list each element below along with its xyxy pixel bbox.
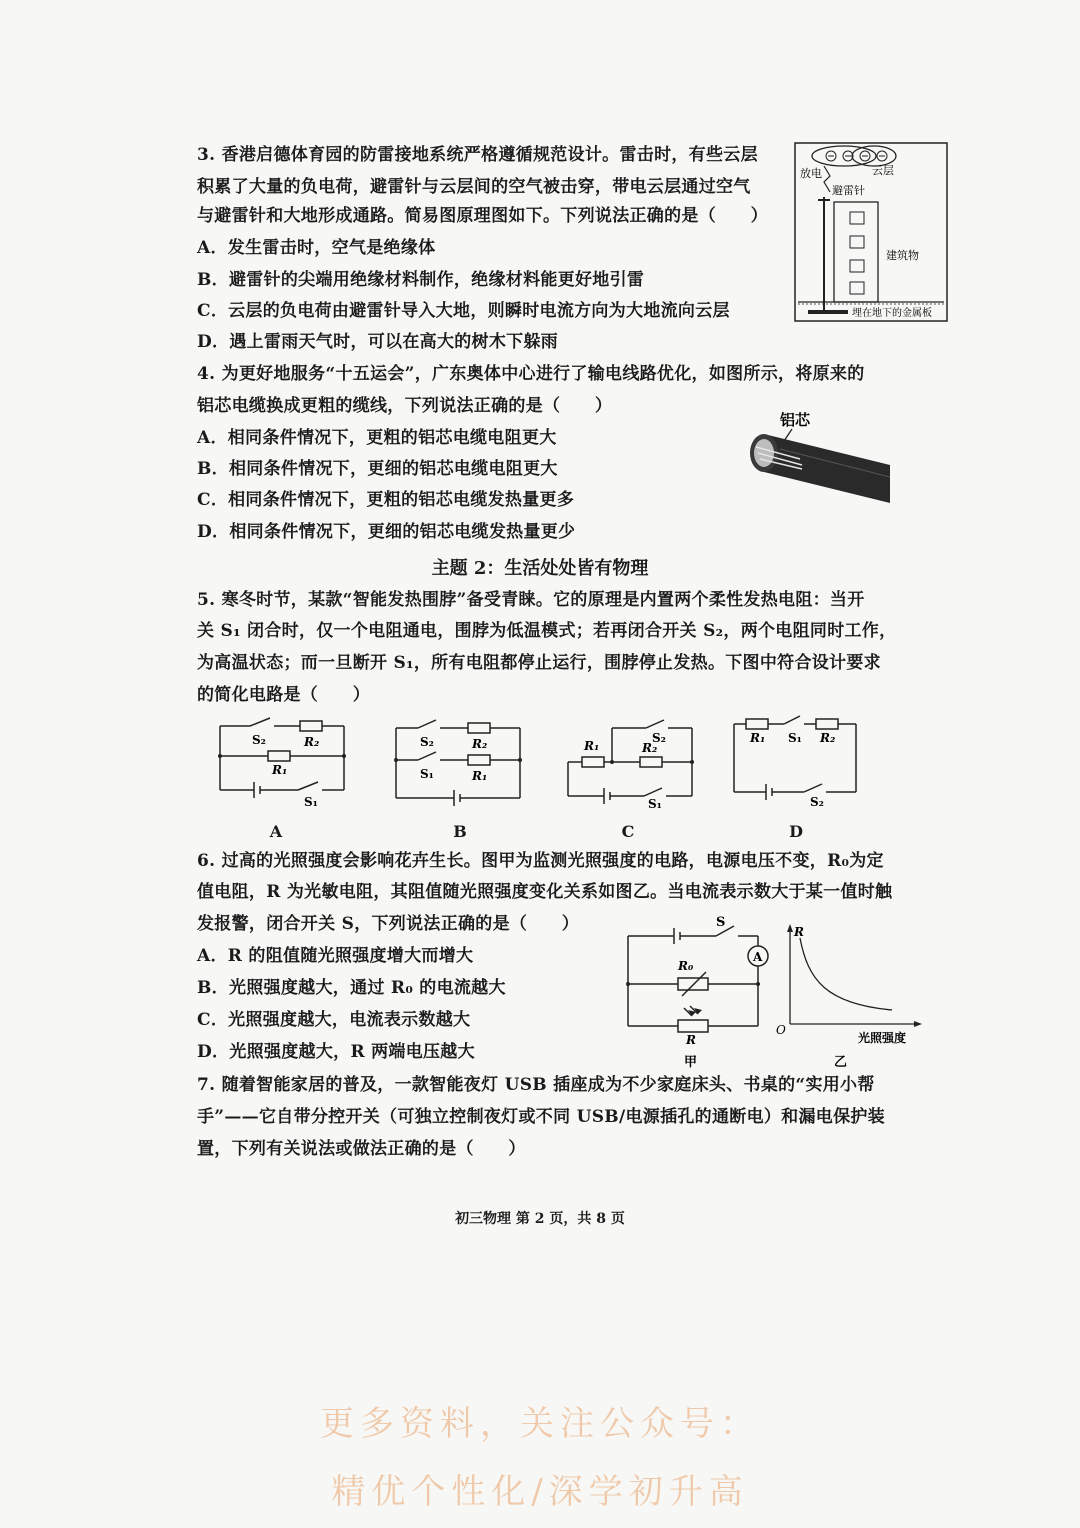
circuit-a-s1: S₁: [304, 795, 318, 808]
q6-switch-label: S: [716, 915, 726, 930]
q4-line-1: 4. 为更好地服务“十五运会”，广东奥体中心进行了输电线路优化，如图所示，将原来的: [197, 364, 865, 384]
circuit-d-s1: S₁: [788, 731, 802, 745]
q7-line-3: 置，下列有关说法或做法正确的是（ ）: [197, 1139, 526, 1159]
q7-line-1: 7. 随着智能家居的普及，一款智能夜灯 USB 插座成为不少家庭床头、书桌的“实用小帮: [197, 1075, 875, 1095]
q4-option-a: A．相同条件情况下，更粗的铝芯电缆电阻更大: [197, 428, 557, 448]
caption-jia: 甲: [684, 1055, 698, 1070]
circuit-b-s2: S₂: [420, 735, 434, 749]
q3-option-d: D．遇上雷雨天气时，可以在高大的树木下躲雨: [197, 332, 559, 352]
q5-line-2: 关 S₁ 闭合时，仅一个电阻通电，围脖为低温模式；若再闭合开关 S₂，两个电阻同时工作，: [197, 621, 897, 641]
q4-line-2: 铝芯电缆换成更粗的缆线，下列说法正确的是（ ）: [197, 396, 613, 416]
circuit-d-r2: R₂: [820, 731, 836, 745]
q6-line-3: 发报警，闭合开关 S，下列说法正确的是（ ）: [197, 914, 580, 934]
q6-line-2: 值电阻，R 为光敏电阻，其阻值随光照强度变化关系如图乙。当电流表示数大于某一值时触: [197, 882, 893, 902]
circuit-d: [730, 712, 864, 808]
q6-line-1: 6. 过高的光照强度会影响花卉生长。图甲为监测光照强度的电路，电源电压不变，R₀为定: [197, 851, 884, 871]
core-label: 铝芯: [780, 411, 811, 429]
circuit-c-r1: R₁: [584, 739, 600, 753]
circuit-b-r1: R₁: [472, 769, 488, 783]
circuit-a-r2: R₂: [304, 735, 320, 749]
resistance-graph: [776, 920, 926, 1070]
building-label: 建筑物: [886, 249, 919, 262]
cable-figure: [740, 405, 900, 515]
circuit-c-r2: R₂: [642, 741, 658, 755]
q3-option-b: B．避雷针的尖端用绝缘材料制作，绝缘材料能更好地引雷: [197, 270, 645, 290]
q4-option-c: C．相同条件情况下，更粗的铝芯电缆发热量更多: [197, 490, 575, 510]
circuit-d-label: D: [789, 822, 803, 841]
circuit-a: [216, 716, 350, 808]
circuit-c-label: C: [621, 822, 635, 841]
circuit-a-label: A: [269, 822, 283, 841]
r-label: R: [686, 1033, 696, 1047]
q5-line-3: 为高温状态；而一旦断开 S₁，所有电阻都停止运行，围脖停止发热。下图中符合设计要求: [197, 653, 881, 673]
circuit-c-s2: S₂: [652, 731, 666, 745]
circuit-d-s2: S₂: [810, 795, 824, 808]
circuit-c-s1: S₁: [648, 797, 662, 808]
q6-option-c: C．光照强度越大，电流表示数越大: [197, 1010, 471, 1030]
q3-line-3: 与避雷针和大地形成通路。简易图原理图如下。下列说法正确的是（ ）: [197, 206, 768, 226]
light-circuit-figure: [622, 910, 780, 1070]
promo-line-2: 精优个性化/深学初升高: [331, 1472, 749, 1512]
circuit-b-label: B: [453, 822, 467, 841]
circuit-b: [392, 716, 526, 808]
q3-line-1: 3. 香港启德体育园的防雷接地系统严格遵循规范设计。雷击时，有些云层: [197, 145, 758, 165]
ammeter-label: A: [753, 950, 763, 964]
q6-option-a: A．R 的阻值随光照强度增大而增大: [197, 946, 474, 966]
discharge-label: 放电: [800, 167, 822, 180]
q6-option-d: D．光照强度越大，R 两端电压越大: [197, 1042, 475, 1062]
q3-line-2: 积累了大量的负电荷，避雷针与云层间的空气被击穿，带电云层通过空气: [197, 177, 751, 197]
graph-x-label: 光照强度: [858, 1031, 907, 1045]
circuit-a-r1: R₁: [272, 763, 288, 777]
cloud-label: 云层: [872, 164, 894, 177]
circuit-d-r1: R₁: [750, 731, 766, 745]
circuit-b-r2: R₂: [472, 737, 488, 751]
q3-option-a: A．发生雷击时，空气是绝缘体: [197, 238, 436, 258]
graph-y-label: R: [794, 925, 804, 939]
lightning-rod-figure: [794, 142, 948, 322]
caption-yi: 乙: [834, 1055, 848, 1070]
q4-option-d: D．相同条件情况下，更细的铝芯电缆发热量更少: [197, 522, 576, 542]
q5-line-4: 的简化电路是（ ）: [197, 685, 370, 705]
theme-2-heading: 主题 2：生活处处皆有物理: [431, 558, 649, 579]
promo-line-1: 更多资料，关注公众号：: [320, 1404, 760, 1444]
page-footer: 初三物理 第 2 页，共 8 页: [455, 1211, 625, 1227]
circuit-c: [564, 716, 698, 808]
q3-option-c: C．云层的负电荷由避雷针导入大地，则瞬时电流方向为大地流向云层: [197, 301, 730, 321]
graph-origin: O: [776, 1023, 786, 1037]
q6-option-b: B．光照强度越大，通过 R₀ 的电流越大: [197, 978, 506, 998]
r0-label: R₀: [678, 959, 694, 973]
circuit-b-s1: S₁: [420, 767, 434, 781]
q5-line-1: 5. 寒冬时节，某款“智能发热围脖”备受青睐。它的原理是内置两个柔性发热电阻：当开: [197, 590, 865, 610]
q7-line-2: 手”——它自带分控开关（可独立控制夜灯或不同 USB/电源插孔的通断电）和漏电保护装: [197, 1107, 885, 1127]
rod-label: 避雷针: [832, 184, 865, 197]
q4-option-b: B．相同条件情况下，更细的铝芯电缆电阻更大: [197, 459, 558, 479]
circuit-a-s2: S₂: [252, 733, 266, 747]
plate-label: 埋在地下的金属板: [852, 308, 932, 319]
